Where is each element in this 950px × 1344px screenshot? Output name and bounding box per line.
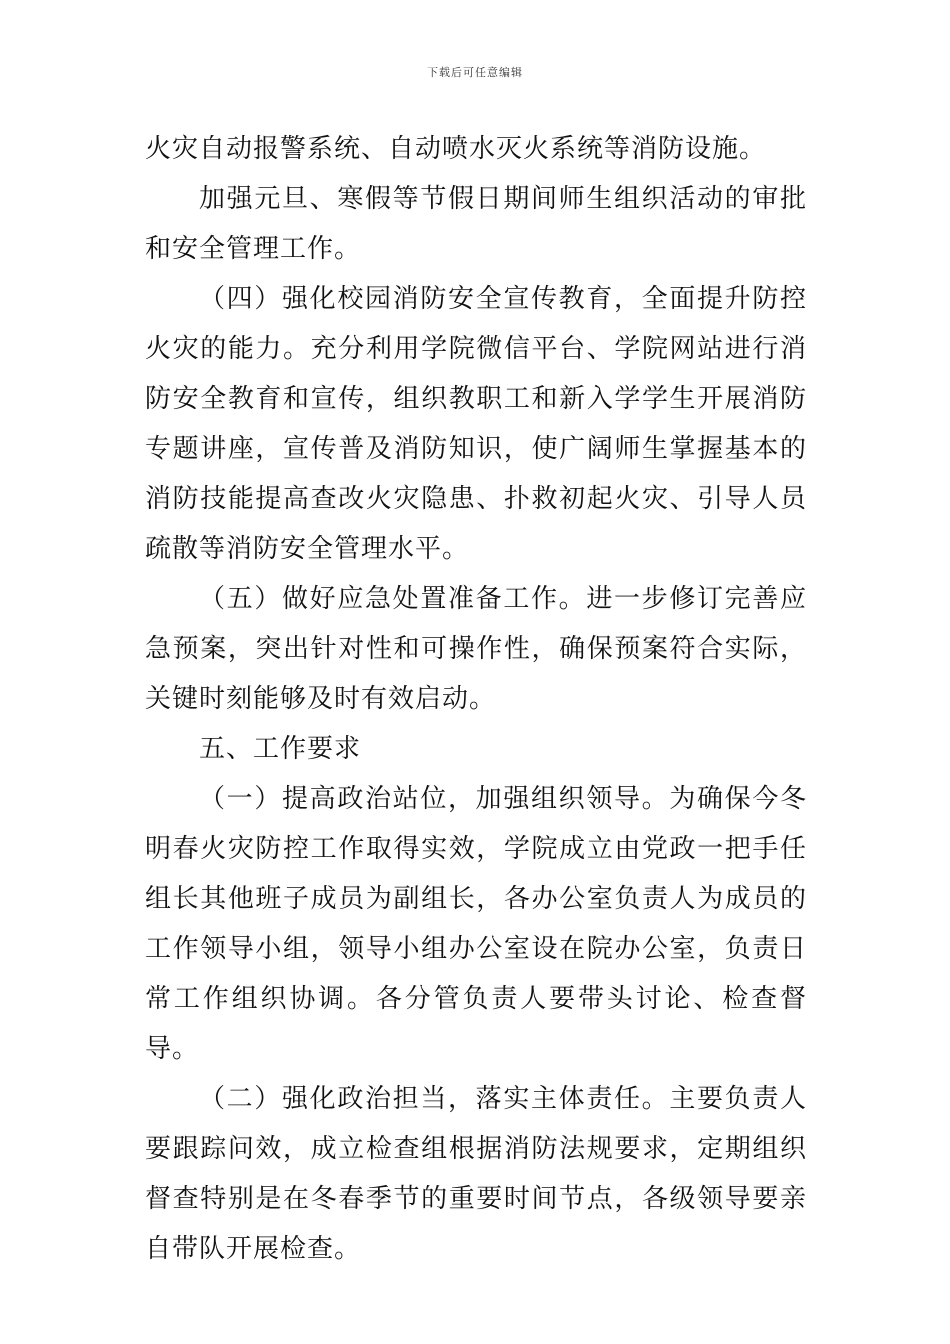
paragraph-responsibility: （二）强化政治担当，落实主体责任。主要负责人要跟踪问效，成立检查组根据消防法规要求，定期组织督查特别是在冬春季节的重要时间节点，各级领导要亲自带队开展检查。 — [145, 1084, 807, 1264]
document-body — [145, 124, 807, 1274]
section-heading-work-requirements: 五、工作要求 — [199, 734, 362, 764]
paragraph-holiday-management: 加强元旦、寒假等节假日期间师生组织活动的审批和安全管理工作。 — [145, 184, 807, 264]
paragraph-safety-education: （四）强化校园消防安全宣传教育，全面提升防控火灾的能力。充分利用学院微信平台、学院网站进行消防安全教育和宣传，组织教职工和新入学学生开展消防专题讲座，宣传普及消防知识，使广阔师生掌握基本的消防技能提高查改火灾隐患、扑救初起火灾、引导人员疏散等消防安全管理水平。 — [145, 284, 807, 564]
paragraph-organization-leadership: （一）提高政治站位，加强组织领导。为确保今冬明春火灾防控工作取得实效，学院成立由党政一把手任组长其他班子成员为副组长，各办公室负责人为成员的工作领导小组，领导小组办公室设在院办公室，负责日常工作组织协调。各分管负责人要带头讨论、检查督导。 — [145, 784, 807, 1064]
paragraph-emergency-preparation: （五）做好应急处置准备工作。进一步修订完善应急预案，突出针对性和可操作性，确保预案符合实际，关键时刻能够及时有效启动。 — [145, 584, 807, 714]
header-note: 下载后可任意编辑 — [427, 66, 523, 79]
paragraph-fire-facilities: 火灾自动报警系统、自动喷水灭火系统等消防设施。 — [145, 134, 767, 164]
